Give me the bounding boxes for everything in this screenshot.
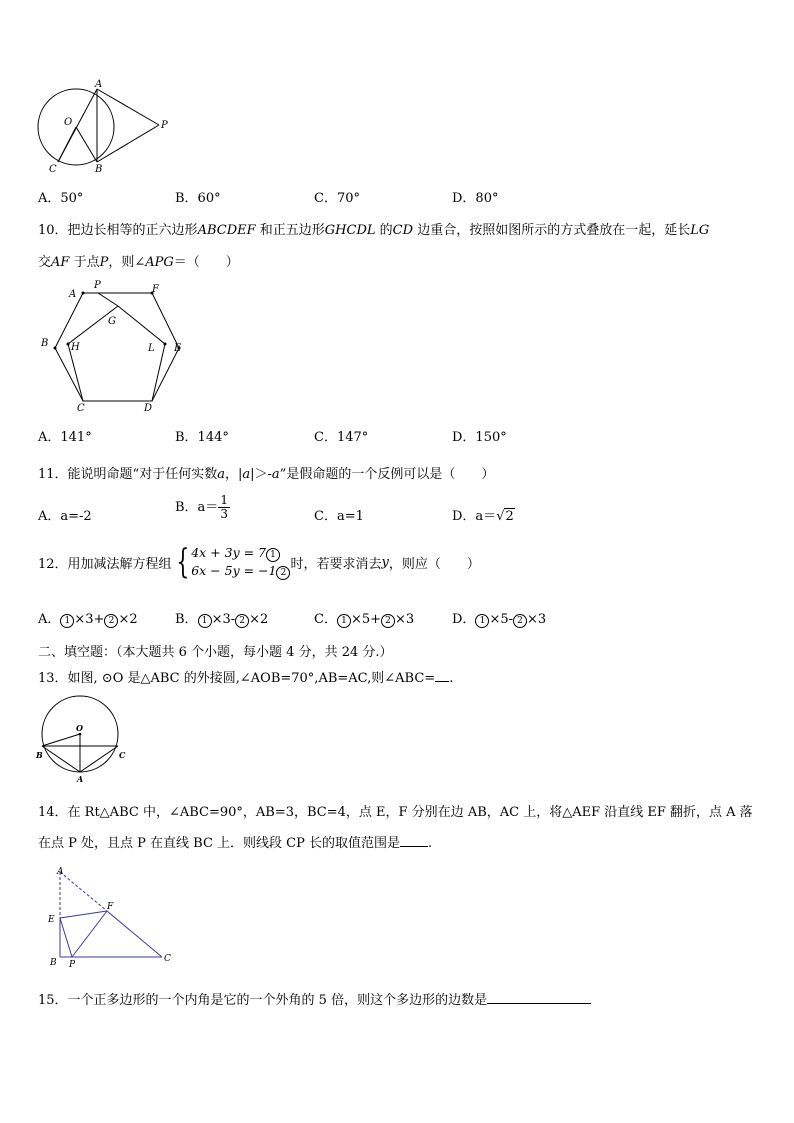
q13-label-B: B	[36, 750, 43, 760]
q11-fraction: $\frac{1}{3}$	[220, 493, 228, 521]
q9-label-B: B	[95, 164, 103, 175]
q13-label-O: O	[76, 723, 83, 733]
q14-label-C: C	[164, 954, 171, 964]
q14-label-A: A	[57, 867, 64, 877]
q14-label-B: B	[50, 958, 57, 968]
q12-stem: 12．用加减法解方程组 { 4x + 3y = 7 1 6x − 5y = −1 2 时，若要求消去 y ，则应（ ）	[38, 542, 480, 582]
q14-label-F: F	[107, 902, 114, 912]
q10-label-P: P	[94, 280, 101, 291]
q9-label-P: P	[161, 120, 168, 131]
q11-option-a[interactable]: A．a=-2	[38, 509, 92, 524]
q9-option-c[interactable]: C．70°	[314, 191, 360, 206]
q10-label-A: A	[69, 289, 77, 300]
q13-circumcircle-figure	[36, 698, 136, 784]
q10-hexagon-pentagon-figure	[36, 278, 196, 413]
q10-label-E: E	[174, 343, 182, 354]
q11-option-b[interactable]: B．a＝ $\frac{1}{3}$	[175, 493, 228, 521]
q11-option-c[interactable]: C．a=1	[314, 509, 364, 524]
q9-label-A: A	[95, 79, 103, 90]
q13-label-A: A	[77, 774, 84, 784]
q12-option-a[interactable]: A． 1 ×3+ 2 ×2	[38, 612, 138, 627]
q10-label-L: L	[148, 343, 155, 354]
q14-answer-blank[interactable]	[400, 846, 428, 847]
q14-label-P: P	[69, 960, 76, 970]
q10-label-B: B	[41, 338, 49, 349]
q9-label-C: C	[49, 164, 57, 175]
q10-option-b[interactable]: B．144°	[175, 430, 229, 445]
q15-stem: 15．一个正多边形的一个内角是它的一个外角的 5 倍，则这个多边形的边数是	[38, 989, 591, 1008]
q13-label-C: C	[119, 750, 126, 760]
q10-option-d[interactable]: D．150°	[452, 430, 507, 445]
q10-label-H: H	[71, 342, 80, 353]
q10-label-G: G	[108, 316, 116, 327]
q12-option-d[interactable]: D． 1 ×5- 2 ×3	[452, 612, 547, 627]
q10-label-D: D	[144, 403, 153, 414]
q11-stem: 11．能说明命题“对于任何实数a，|a|＞-a”是假命题的一个反例可以是（ ）	[38, 467, 495, 482]
q15-answer-blank[interactable]	[487, 1003, 591, 1004]
q14-stem-line2: 在点 P 处，且点 P 在直线 BC 上．则线段 CP 长的取值范围是 .	[38, 836, 433, 851]
q14-label-E: E	[48, 915, 55, 925]
q10-stem-line2: 交AF 于点P，则∠APG＝（ ）	[38, 255, 239, 270]
q12-equation-system: { 4x + 3y = 7 1 6x − 5y = −1 2	[172, 544, 291, 580]
q13-stem: 13．如图, ⊙O 是△ABC 的外接圆,∠AOB=70°,AB=AC,则∠ABC= .	[38, 671, 454, 686]
sqrt-symbol: √2	[496, 509, 514, 524]
q14-right-triangle-figure	[44, 866, 184, 971]
brace-icon: {	[175, 542, 189, 582]
q9-option-a[interactable]: A．50°	[38, 191, 84, 206]
q10-stem-line1: 10．把边长相等的正六边形ABCDEF 和正五边形GHCDL 的CD 边重合，按照如图所示的方式叠放在一起，延长LG	[38, 223, 710, 238]
q10-option-c[interactable]: C．147°	[314, 430, 369, 445]
q9-option-b[interactable]: B．60°	[175, 191, 221, 206]
q11-option-d[interactable]: D．a＝√2	[452, 509, 514, 524]
q10-label-C: C	[77, 403, 85, 414]
q9-label-O: O	[64, 117, 73, 128]
q14-stem-line1: 14．在 Rt△ABC 中，∠ABC=90°，AB=3，BC=4，点 E，F 分别在边 AB，AC 上，将△AEF 沿直线 EF 翻折，点 A 落	[38, 805, 753, 820]
q9-circle-tangent-figure	[36, 80, 176, 180]
section-2-title: 二、填空题：（本大题共 6 个小题，每小题 4 分，共 24 分.）	[38, 645, 393, 660]
q10-label-F: F	[152, 284, 159, 295]
q10-option-a[interactable]: A．141°	[38, 430, 92, 445]
q13-answer-blank[interactable]	[435, 681, 449, 682]
q9-option-d[interactable]: D．80°	[452, 191, 499, 206]
q12-option-c[interactable]: C． 1 ×5+ 2 ×3	[314, 612, 415, 627]
q12-option-b[interactable]: B． 1 ×3- 2 ×2	[175, 612, 269, 627]
